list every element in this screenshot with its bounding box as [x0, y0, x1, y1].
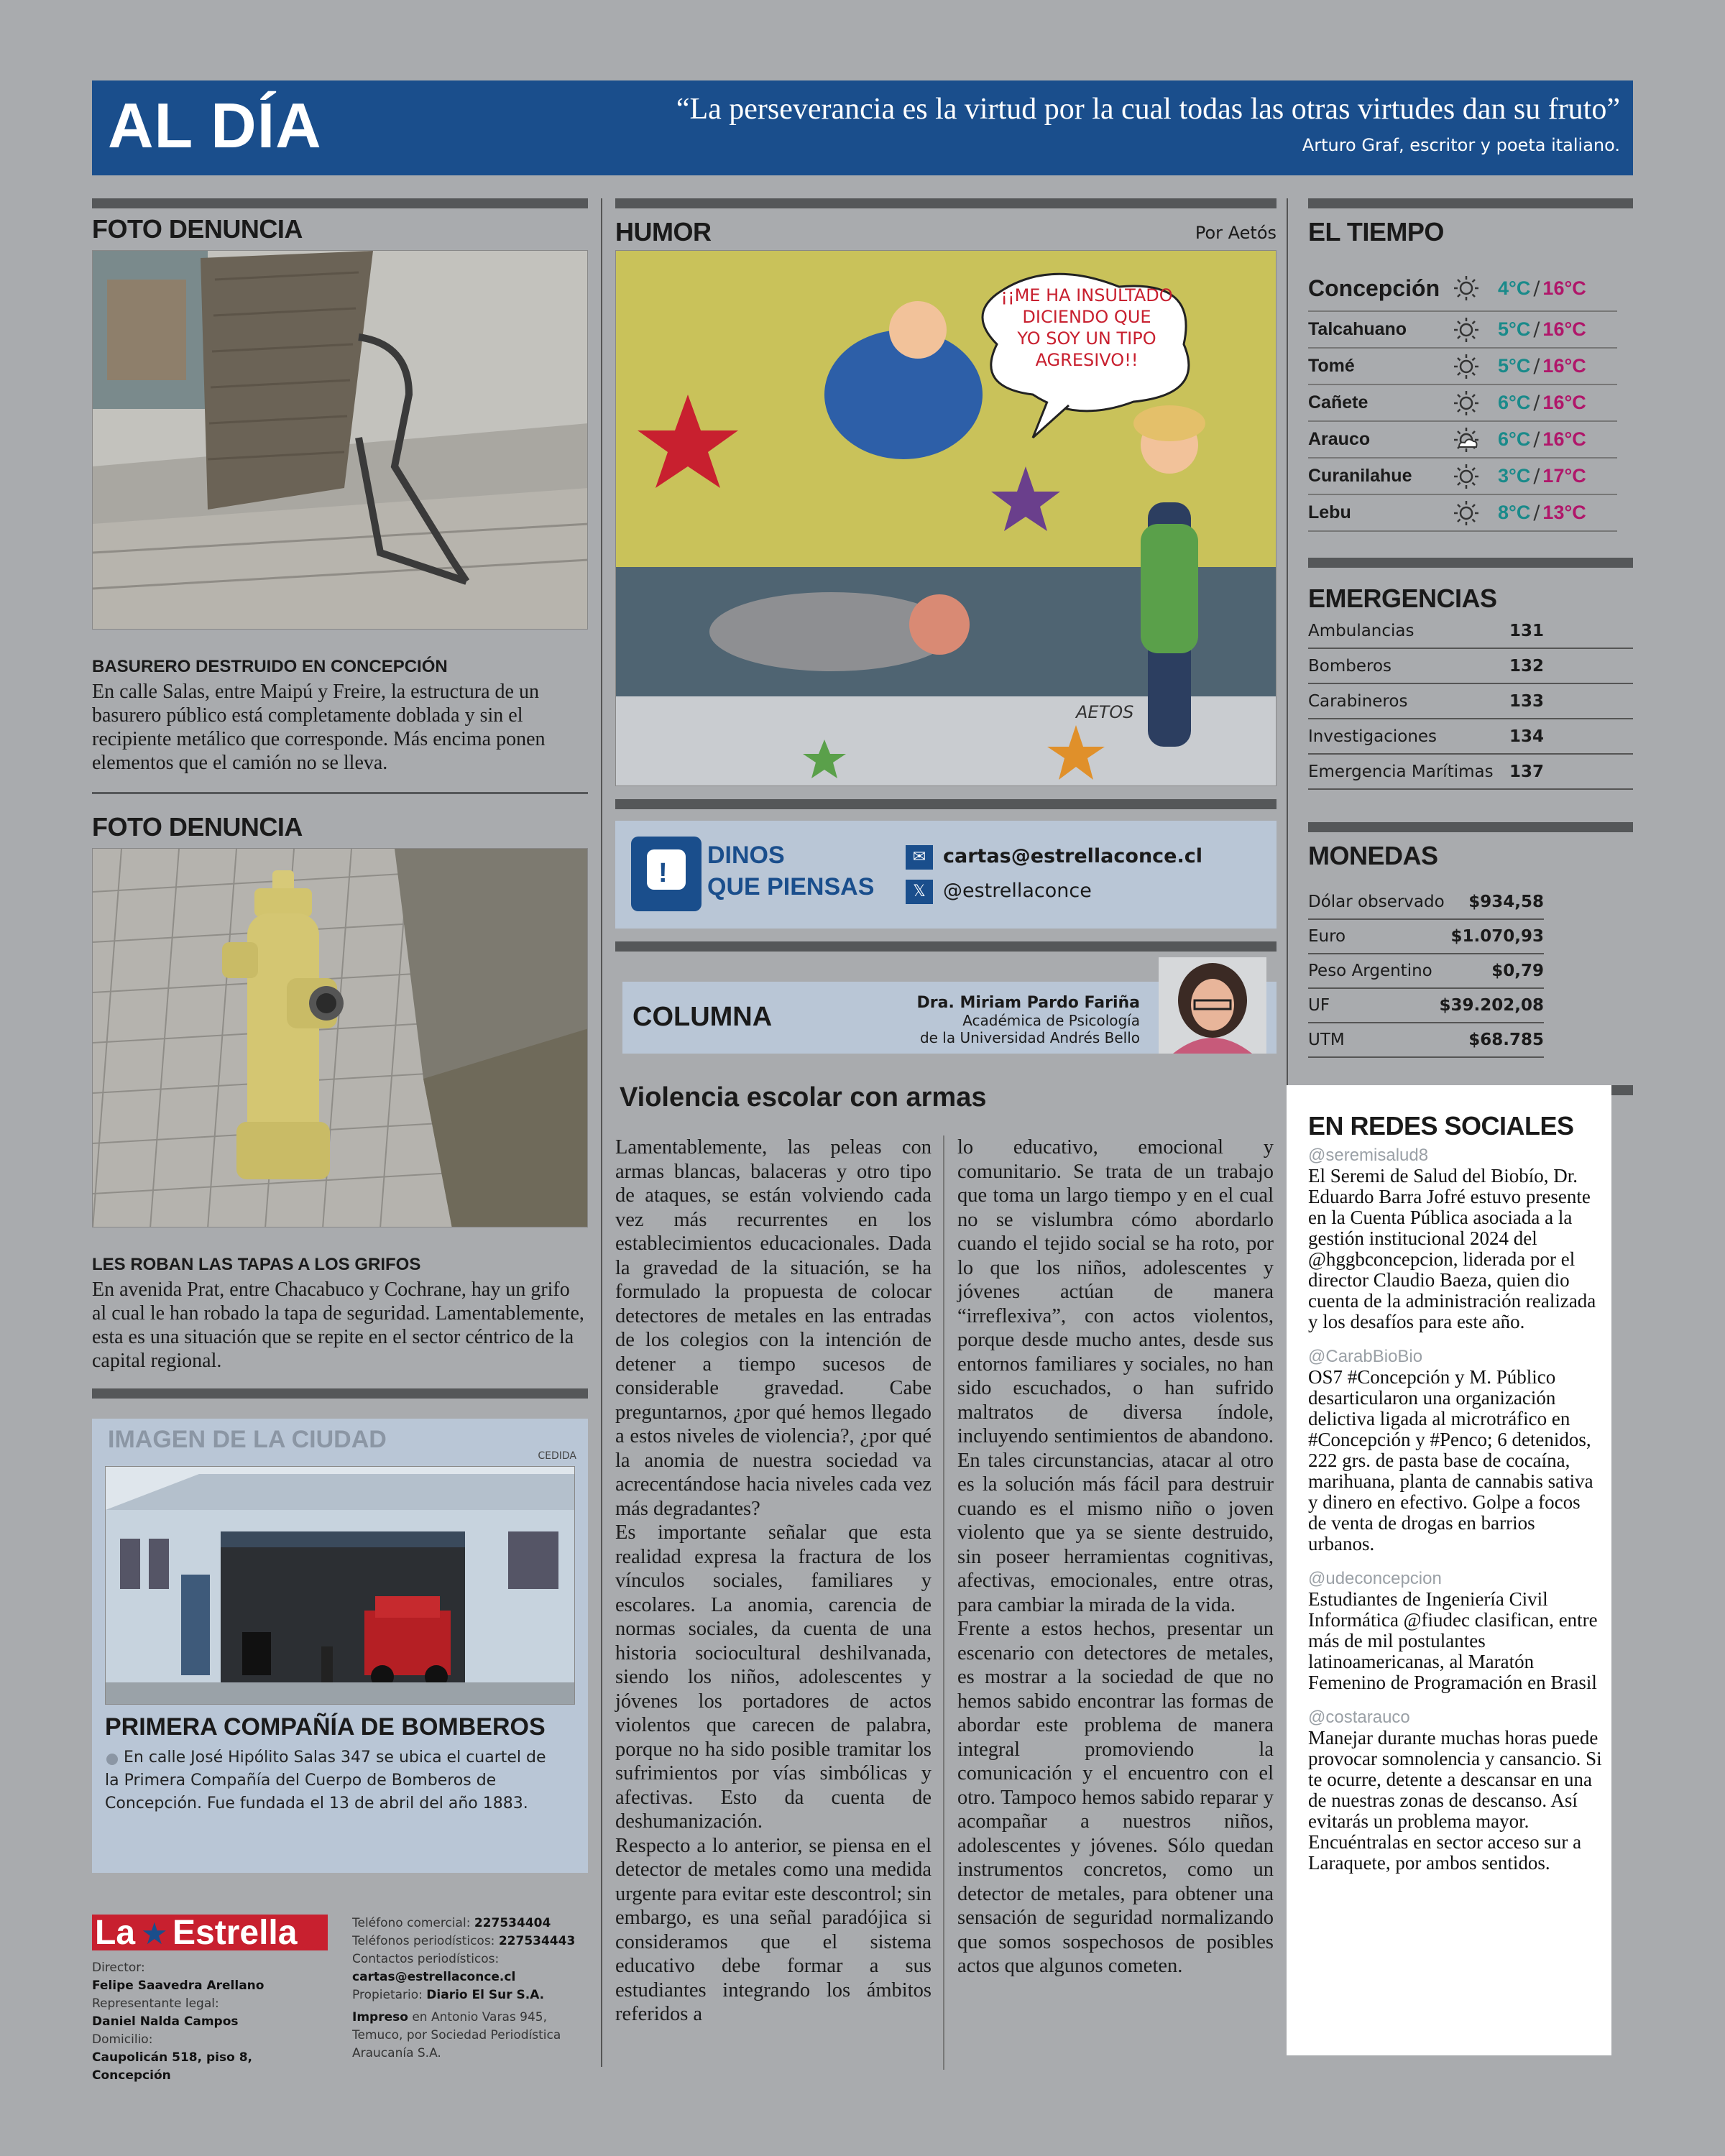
paragraph: Es importante señalar que esta realidad expresa la fractura de los vínculos sociales, familiares y escolares. La anomia, carencia de normas sociales, da cuenta de una historia sociocultural deshilvanada, siendo los niños, adolescentes y jóvenes los portadores de actos violentos que carecen de palabra, porque no ha sido posible tramitar los sufrimientos por vías simbólicas y afectivas. Esto da cuenta de deshumanización. [615, 1521, 932, 1833]
divider [1308, 822, 1633, 832]
exclamation-icon: ! [631, 837, 702, 911]
sun-icon [1452, 499, 1481, 528]
divider [1308, 198, 1633, 208]
column-separator [943, 1135, 944, 2070]
currency-row [1308, 920, 1544, 954]
sun-icon [1452, 352, 1481, 381]
social-handle[interactable]: @costarauco [1308, 1708, 1410, 1727]
temp-separator: / [1533, 392, 1540, 414]
divider [92, 792, 588, 794]
weather-city: Lebu [1308, 502, 1351, 522]
caption-title-1: BASURERO DESTRUIDO EN CONCEPCIÓN [92, 657, 448, 676]
redes-sociales-panel [1287, 1085, 1611, 2055]
paragraph: lo educativo, emocional y comunitario. Se trata de un trabajo que toma un largo tiempo y en el cual no se vislumbra cómo abordarlo cuando el tejido social se ha roto, por lo que los niños, adolescentes y jóvenes actúan de manera “irreflexiva”, con actos violentos, porque desde mucho antes, desde sus entornos familiares y sociales, no han sido escuchados, o han sufrido maltratos de diversa índole, incluyendo sentimientos de abandono. En tales circunstancias, atacar al otro es la solución más fácil para destruir cuando es el mismo niño o joven violento que ya se siente destruido, sin poseer herramientas cognitivas, afectivas, emocionales, entre otras, para cambiar la mirada de la vida. [957, 1136, 1274, 1616]
rep-label: Representante legal: [92, 1996, 219, 2011]
speech-line: AGRESIVO!! [1035, 350, 1138, 370]
column-separator [1287, 198, 1288, 1085]
logo-estrella: Estrella [172, 1914, 298, 1952]
emergency-row [1308, 755, 1633, 790]
logo-la: La [95, 1914, 136, 1952]
emergency-label: Emergencia Marítimas [1308, 762, 1494, 781]
currency-row [1308, 885, 1544, 920]
divider [1308, 558, 1633, 568]
temp-max: 16°C [1542, 428, 1586, 450]
temp-min: 8°C [1498, 502, 1531, 523]
social-post-text: Manejar durante muchas horas puede provocar somnolencia y cansancio. Si te ocurre, detente a descansar en una de nuestras zonas de descanso. Así evitarás un problema mayor. Encuéntralas en sector acceso sur a Laraquete, por ambos sentidos. [1308, 1727, 1602, 1874]
star-icon: ★ [141, 1916, 168, 1951]
imagen-ciudad-box [92, 1419, 588, 1873]
currency-row [1308, 989, 1544, 1023]
currency-label: Dólar observado [1308, 893, 1445, 911]
emergency-label: Carabineros [1308, 691, 1408, 711]
temp-separator: / [1533, 318, 1540, 341]
la-estrella-logo [92, 1915, 328, 1950]
currency-label: Peso Argentino [1308, 962, 1432, 980]
humor-heading: HUMOR [615, 217, 712, 247]
weather-row [1308, 422, 1617, 459]
columna-header [622, 982, 1276, 1054]
tel-com: 227534404 [474, 1916, 551, 1930]
foto-denuncia-heading-2: FOTO DENUNCIA [92, 812, 303, 842]
dinos-title [707, 839, 874, 903]
sun-icon [1452, 462, 1481, 491]
currency-value: $68.785 [1468, 1031, 1544, 1049]
photo-fire-hydrant [92, 848, 588, 1227]
currency-row [1308, 1023, 1544, 1058]
temp-max: 16°C [1542, 277, 1586, 299]
weather-city: Talcahuano [1308, 319, 1407, 339]
social-handle[interactable]: @seremisalud8 [1308, 1146, 1429, 1165]
speech-line: ¡¡ME HA INSULTADO [1000, 285, 1173, 305]
print-label: Impreso [352, 2010, 408, 2024]
temp-separator: / [1533, 502, 1540, 524]
currency-label: Euro [1308, 927, 1346, 946]
director-label: Director: [92, 1961, 145, 1975]
tel-per-label: Teléfonos periodísticos: [352, 1934, 495, 1948]
temp-separator: / [1533, 465, 1540, 487]
dinos-box [615, 821, 1276, 929]
social-post-text: Estudiantes de Ingeniería Civil Informática @fiudec clasifican, entre más de mil postulantes latinoamericanas, al Maratón Femenino de Programación en Brasil [1308, 1588, 1598, 1693]
weather-row [1308, 312, 1617, 349]
social-post-text: OS7 #Concepción y M. Público desarticularon una organización delictiva ligada al microtráfico en #Concepción y #Penco; 6 detenidos, 222 grs. de pasta base de cocaína, marihuana, planta de cannabis sativa y dinero en efectivo. Golpe a focos de venta de drogas en barrios urbanos. [1308, 1366, 1593, 1554]
emergency-row [1308, 649, 1633, 684]
contact-email: cartas@estrellaconce.cl [352, 1970, 516, 1984]
weather-row [1308, 385, 1617, 422]
social-handle[interactable]: @CarabBioBio [1308, 1347, 1423, 1366]
columna-role2: de la Universidad Andrés Bello [919, 1029, 1140, 1046]
columna-role1: Académica de Psicología [962, 1012, 1140, 1029]
mail-icon: ✉ [906, 845, 933, 870]
speech-line: DICIENDO QUE [1022, 307, 1151, 327]
caption-body-2: En avenida Prat, entre Chacabuco y Cochrane, hay un grifo al cual le han robado la tapa de seguridad. Lamentablemente, esta es una situación que se repite en el sector céntrico de la capital regional. [92, 1279, 584, 1372]
emergencias-heading: EMERGENCIAS [1308, 584, 1497, 613]
divider [92, 1388, 588, 1399]
emergency-number: 134 [1509, 727, 1545, 746]
imagen-ciudad-label: IMAGEN DE LA CIUDAD [108, 1426, 387, 1453]
social-post-text: El Seremi de Salud del Biobío, Dr. Eduardo Barra Jofré estuvo presente en la Cuenta Pública asociada a la gestión institucional 2024 del @hggbconcepcion, liderada por el director Claudio Baeza, quien dio cuenta de la administración realizada y los desafíos para este año. [1308, 1165, 1596, 1332]
photo-fire-station [105, 1466, 575, 1705]
temp-min: 6°C [1498, 428, 1531, 450]
emergency-number: 133 [1509, 691, 1545, 711]
weather-row [1308, 459, 1617, 495]
paragraph: Lamentablemente, las peleas con armas blancas, balaceras y otro tipo de ataques, se están volviendo cada vez más recurrentes en los establecimientos educacionales. Dada la gravedad de la situación, se ha formulado la propuesta de colocar detectores de metales en las entradas de los colegios con la intención de detener a tiempo sucesos de considerable gravedad. Cabe preguntarnos, ¿por qué hemos llegado a estos niveles de violencia?, ¿por qué la anomia de nuestra sociedad va acrecentándose hacia niveles cada vez más degradantes? [615, 1136, 932, 1520]
caption-title-2: LES ROBAN LAS TAPAS A LOS GRIFOS [92, 1255, 421, 1274]
photo-credit: CEDIDA [538, 1450, 576, 1462]
temp-min: 5°C [1498, 355, 1531, 377]
temp-max: 16°C [1542, 318, 1586, 340]
sun-icon [1452, 315, 1481, 344]
temp-max: 16°C [1542, 392, 1586, 413]
column-separator [601, 198, 602, 2067]
temp-max: 17°C [1542, 465, 1586, 487]
currency-value: $39.202,08 [1439, 996, 1544, 1015]
footer-staff [92, 1959, 322, 2085]
weather-city: Cañete [1308, 392, 1368, 413]
imagen-ciudad-body: En calle José Hipólito Salas 347 se ubica el cuartel de la Primera Compañía del Cuerpo de Bomberos de Concepción. Fue fundada el 13 de abril del año 1883. [105, 1749, 546, 1812]
rep-name: Daniel Nalda Campos [92, 2014, 239, 2029]
columna-label: COLUMNA [632, 1002, 773, 1032]
currency-row [1308, 954, 1544, 989]
tel-com-label: Teléfono comercial: [352, 1916, 471, 1930]
contact-label: Contactos periodísticos: [352, 1952, 500, 1966]
weather-city: Tomé [1308, 356, 1355, 376]
weather-city: Concepción [1308, 275, 1440, 301]
owner: Diario El Sur S.A. [426, 1988, 545, 2002]
header-quote: “La perseverancia es la virtud por la cual todas las otras virtudes dan su fruto” [676, 93, 1620, 126]
divider [615, 799, 1276, 809]
dinos-line2: QUE PIENSAS [707, 873, 875, 900]
currency-value: $0,79 [1491, 962, 1544, 980]
dom-address: Caupolicán 518, piso 8, Concepción [92, 2050, 252, 2083]
x-icon: 𝕏 [906, 880, 933, 904]
emergency-number: 132 [1509, 656, 1545, 676]
columna-title: Violencia escolar con armas [620, 1082, 987, 1112]
weather-row [1308, 495, 1617, 532]
social-handle[interactable]: @udeconcepcion [1308, 1569, 1442, 1588]
weather-city: Arauco [1308, 429, 1371, 449]
emergency-row [1308, 719, 1633, 755]
paragraph: Respecto a lo anterior, se piensa en el detector de metales como una medida urgente para evitar este descontrol; sin embargo, es una señal paradójica si consideramos que el sistema educativo debe formar a sus estudiantes integrando los ámbitos referidos a [615, 1834, 932, 2025]
monedas-heading: MONEDAS [1308, 841, 1438, 870]
divider [615, 941, 1276, 952]
foto-denuncia-heading-1: FOTO DENUNCIA [92, 214, 303, 244]
emergency-number: 137 [1509, 762, 1545, 781]
emergency-label: Bomberos [1308, 656, 1392, 676]
emergency-number: 131 [1509, 621, 1545, 640]
author-photo [1159, 957, 1266, 1054]
emergency-row [1308, 684, 1633, 719]
temp-min: 5°C [1498, 318, 1531, 340]
sun-icon [1452, 389, 1481, 418]
sun-cloud-icon [1452, 425, 1481, 454]
humor-byline: Por Aetós [1195, 223, 1276, 243]
temp-separator: / [1533, 277, 1540, 300]
columna-text-left [615, 1135, 932, 2027]
social-posts [1308, 1146, 1603, 1874]
weather-list [1308, 266, 1617, 532]
footer-contact [352, 1915, 597, 2063]
weather-city: Curanilahue [1308, 466, 1412, 486]
emergency-label: Ambulancias [1308, 621, 1414, 640]
currency-value: $934,58 [1468, 893, 1544, 911]
currency-label: UF [1308, 996, 1330, 1015]
humor-cartoon [615, 250, 1276, 786]
dinos-email[interactable]: cartas@estrellaconce.cl [943, 845, 1202, 867]
redes-heading: EN REDES SOCIALES [1308, 1111, 1574, 1141]
columna-text-right [957, 1135, 1274, 1978]
emergency-list [1308, 614, 1633, 790]
dom-label: Domicilio: [92, 2032, 153, 2047]
emergency-label: Investigaciones [1308, 727, 1438, 746]
divider [615, 198, 1276, 208]
temp-min: 4°C [1498, 277, 1531, 299]
tiempo-heading: EL TIEMPO [1308, 217, 1444, 247]
columna-author: Dra. Miriam Pardo Fariña [916, 994, 1140, 1012]
section-header [92, 80, 1633, 175]
dinos-line1: DINOS [707, 842, 785, 869]
weather-row [1308, 266, 1617, 312]
bullet-dot [106, 1754, 118, 1765]
section-title: AL DÍA [108, 90, 322, 161]
currency-label: UTM [1308, 1031, 1345, 1049]
speech-line: YO SOY UN TIPO [1017, 328, 1156, 349]
paragraph: Frente a estos hechos, presentar un escenario con detectores de metales, es mostrar a la sociedad de que no hemos sabido encontrar las formas de abordar este problema de manera integral promoviendo la comunicación y el encuentro con el otro. Tampoco hemos sabido reparar y acompañar a nuestros niños, adolescentes y jóvenes. Sólo quedan instrumentos concretos, como un detector de metales, para obtener una sensación de seguridad normalizando que somos sospechosos de posibles actos que algunos cometen. [957, 1618, 1274, 1977]
weather-row [1308, 349, 1617, 385]
temp-separator: / [1533, 355, 1540, 377]
quote-author: Arturo Graf, escritor y poeta italiano. [1302, 135, 1620, 155]
currency-list [1308, 885, 1633, 1058]
temp-min: 3°C [1498, 465, 1531, 487]
temp-max: 16°C [1542, 355, 1586, 377]
columna-author-block [917, 995, 1140, 1046]
photo-broken-trash-bin [92, 250, 588, 630]
temp-min: 6°C [1498, 392, 1531, 413]
divider [92, 198, 588, 208]
director-name: Felipe Saavedra Arellano [92, 1978, 264, 1993]
print-info: en Antonio Varas 945, Temuco, por Sociedad Periodística Araucanía S.A. [352, 2010, 561, 2060]
caption-body-1: En calle Salas, entre Maipú y Freire, la estructura de un basurero público está completamente doblada y sin el recipiente metálico que corresponde. Más encima ponen elementos que el camión no se lleva. [92, 681, 546, 774]
tel-per: 227534443 [498, 1934, 576, 1948]
temp-max: 13°C [1542, 502, 1586, 523]
sun-icon [1452, 274, 1481, 303]
cartoon-signature: AETOS [1076, 702, 1134, 722]
emergency-row [1308, 614, 1633, 649]
dinos-social[interactable]: @estrellaconce [943, 880, 1092, 902]
temp-separator: / [1533, 428, 1540, 451]
imagen-ciudad-title: PRIMERA COMPAÑÍA DE BOMBEROS [105, 1713, 546, 1741]
owner-label: Propietario: [352, 1988, 423, 2002]
currency-value: $1.070,93 [1450, 927, 1544, 946]
